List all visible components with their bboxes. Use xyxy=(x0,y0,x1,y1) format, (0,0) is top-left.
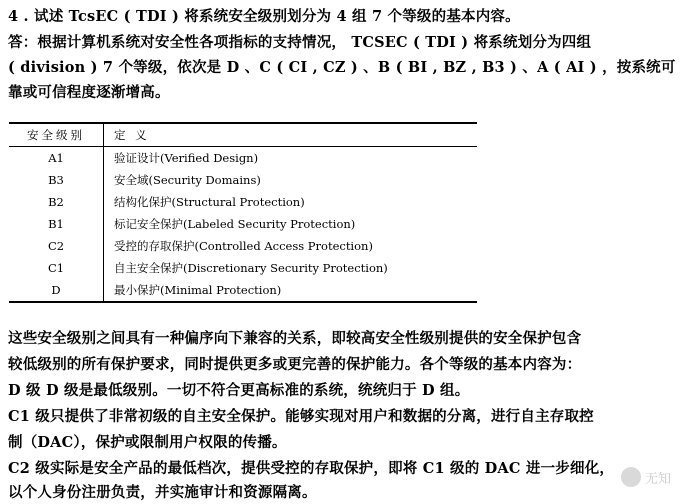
definition-cell: 安全域(Security Domains) xyxy=(114,173,261,187)
level-cell: D xyxy=(9,279,104,301)
body-line-7: 以个人身份注册负责，并实施审计和资源隔离。 xyxy=(8,484,317,501)
body-line-2: 较低级别的所有保护要求，同时提供更多或更完善的保护能力。各个等级的基本内容为： xyxy=(8,356,582,373)
table-row xyxy=(9,191,477,213)
definition-cell: 受控的存取保护(Controlled Access Protection) xyxy=(114,239,373,253)
table-row xyxy=(9,147,477,170)
definition-cell: 标记安全保护(Labeled Security Protection) xyxy=(114,217,356,231)
body-line-4: C1 级只提供了非常初级的自主安全保护。能够实现对用户和数据的分离，进行自主存取控 xyxy=(8,408,594,425)
level-cell: B3 xyxy=(9,169,104,191)
table-header-row xyxy=(9,124,477,147)
definition-cell: 自主安全保护(Discretionary Security Protection) xyxy=(114,261,388,275)
table-row xyxy=(9,257,477,279)
watermark-text: 无知 xyxy=(644,471,671,487)
level-cell: C2 xyxy=(9,235,104,257)
table-row xyxy=(9,279,477,301)
watermark xyxy=(621,467,671,487)
header-definition: 定 义 xyxy=(104,124,478,147)
definition-cell: 验证设计(Verified Design) xyxy=(114,151,259,165)
body-line-1: 这些安全级别之间具有一种偏序向下兼容的关系，即较高安全性级别提供的安全保护包含 xyxy=(8,330,582,347)
level-cell: B2 xyxy=(9,191,104,213)
answer-line-2: ( division ) 7 个等级，依次是 D 、C ( CI , CZ ) 、B ( BI , BZ , B3 ) 、A ( AI ) ，按系统可 xyxy=(8,59,676,76)
table-row xyxy=(9,235,477,257)
header-security-level: 安全级别 xyxy=(9,124,104,147)
body-line-6: C2 级实际是安全产品的最低档次，提供受控的存取保护，即将 C1 级的 DAC 进一步细化， xyxy=(8,460,615,477)
watermark-logo-icon xyxy=(621,467,641,487)
body-line-5: 制（DAC），保护或限制用户权限的传播。 xyxy=(8,434,287,451)
answer-line-1: 答：根据计算机系统对安全性各项指标的支持情况， TCSEC ( TDI ) 将系统划分为四组 xyxy=(8,34,592,51)
definition-cell: 结构化保护(Structural Protection) xyxy=(114,195,305,209)
definition-cell: 最小保护(Minimal Protection) xyxy=(114,283,282,297)
question-text: 4 . 试述 TcsEC ( TDI ) 将系统安全级别划分为 4 组 7 个等级的基本内容。 xyxy=(8,8,520,25)
level-cell: C1 xyxy=(9,257,104,279)
table-row xyxy=(9,213,477,235)
level-cell: B1 xyxy=(9,213,104,235)
body-line-3: D 级 D 级是最低级别。一切不符合更高标准的系统，统统归于 D 组。 xyxy=(8,382,470,399)
table-row xyxy=(9,169,477,191)
security-level-table xyxy=(9,122,477,303)
level-cell: A1 xyxy=(9,147,104,170)
answer-line-3: 靠或可信程度逐渐增高。 xyxy=(8,84,170,101)
